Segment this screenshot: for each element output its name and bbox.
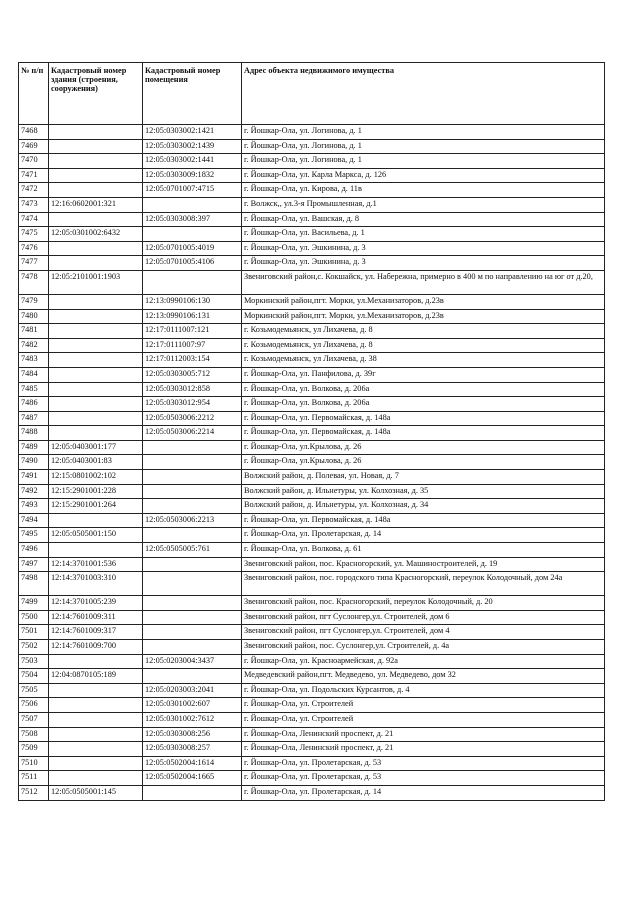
row-number: 7469 (19, 139, 49, 154)
building-cadastral-number (49, 294, 143, 309)
room-cadastral-number: 12:05:0503006:2212 (143, 411, 242, 426)
building-cadastral-number (49, 712, 143, 727)
table-row (19, 698, 605, 713)
row-number: 7511 (19, 771, 49, 786)
room-cadastral-number: 12:05:0503006:2214 (143, 426, 242, 441)
building-cadastral-number: 12:05:0403001:83 (49, 455, 143, 470)
row-number: 7473 (19, 197, 49, 212)
table-row (19, 154, 605, 169)
address: г. Йошкар-Ола, ул. Логинова, д. 1 (242, 139, 605, 154)
building-cadastral-number: 12:05:0505001:150 (49, 528, 143, 543)
address: г. Йошкар-Ола, ул. Эшкинина, д. 3 (242, 256, 605, 271)
row-number: 7506 (19, 698, 49, 713)
building-cadastral-number (49, 125, 143, 140)
building-cadastral-number: 12:04:0870105:189 (49, 669, 143, 684)
table-row (19, 543, 605, 558)
room-cadastral-number (143, 455, 242, 470)
table-row (19, 669, 605, 684)
room-cadastral-number (143, 270, 242, 294)
building-cadastral-number (49, 543, 143, 558)
address: г. Йошкар-Ола, ул. Панфилова, д. 39г (242, 367, 605, 382)
address: г. Йошкар-Ола, ул. Пролетарская, д. 14 (242, 785, 605, 800)
address: Звениговский район, пгт Суслонгер,ул. Строителей, дом 4 (242, 625, 605, 640)
address: Звениговский район, пгт Суслонгер,ул. Строителей, дом 6 (242, 610, 605, 625)
row-number: 7482 (19, 338, 49, 353)
building-cadastral-number: 12:14:3701005:239 (49, 596, 143, 611)
table-row (19, 727, 605, 742)
building-cadastral-number: 12:14:7601009:317 (49, 625, 143, 640)
address: г. Йошкар-Ола, ул.Крылова, д. 26 (242, 455, 605, 470)
building-cadastral-number (49, 397, 143, 412)
building-cadastral-number (49, 426, 143, 441)
address: г. Йошкар-Ола, ул. Пролетарская, д. 14 (242, 528, 605, 543)
room-cadastral-number: 12:17:0112003:154 (143, 353, 242, 368)
table-row (19, 771, 605, 786)
room-cadastral-number: 12:05:0303002:1421 (143, 125, 242, 140)
room-cadastral-number (143, 227, 242, 242)
building-cadastral-number (49, 411, 143, 426)
row-number: 7500 (19, 610, 49, 625)
table-row (19, 309, 605, 324)
building-cadastral-number (49, 212, 143, 227)
table-row (19, 324, 605, 339)
address: г. Йошкар-Ола, ул. Пролетарская, д. 53 (242, 756, 605, 771)
row-number: 7470 (19, 154, 49, 169)
row-number: 7475 (19, 227, 49, 242)
room-cadastral-number: 12:05:0303002:1441 (143, 154, 242, 169)
header-address: Адрес объекта недвижимого имущества (242, 63, 605, 125)
room-cadastral-number: 12:05:0203003:2041 (143, 683, 242, 698)
room-cadastral-number: 12:13:0990106:131 (143, 309, 242, 324)
document-sheet (18, 62, 604, 801)
building-cadastral-number (49, 309, 143, 324)
row-number: 7504 (19, 669, 49, 684)
row-number: 7494 (19, 513, 49, 528)
row-number: 7485 (19, 382, 49, 397)
table-row (19, 241, 605, 256)
table-row (19, 572, 605, 596)
table-row (19, 397, 605, 412)
building-cadastral-number (49, 756, 143, 771)
room-cadastral-number: 12:05:0303008:397 (143, 212, 242, 227)
building-cadastral-number (49, 367, 143, 382)
row-number: 7479 (19, 294, 49, 309)
table-row (19, 256, 605, 271)
room-cadastral-number (143, 557, 242, 572)
row-number: 7481 (19, 324, 49, 339)
table-row (19, 183, 605, 198)
building-cadastral-number: 12:05:0301002:6432 (49, 227, 143, 242)
building-cadastral-number (49, 771, 143, 786)
row-number: 7512 (19, 785, 49, 800)
table-row (19, 610, 605, 625)
building-cadastral-number: 12:14:7601009:700 (49, 640, 143, 655)
table-row (19, 625, 605, 640)
room-cadastral-number (143, 785, 242, 800)
row-number: 7499 (19, 596, 49, 611)
room-cadastral-number (143, 470, 242, 485)
building-cadastral-number: 12:15:2901001:264 (49, 499, 143, 514)
table-row (19, 557, 605, 572)
room-cadastral-number: 12:13:0990106:130 (143, 294, 242, 309)
row-number: 7488 (19, 426, 49, 441)
table-row (19, 197, 605, 212)
room-cadastral-number: 12:05:0301002:607 (143, 698, 242, 713)
building-cadastral-number (49, 382, 143, 397)
building-cadastral-number (49, 324, 143, 339)
row-number: 7489 (19, 440, 49, 455)
address: Волжский район, д. Ильнетуры, ул. Колхозная, д. 34 (242, 499, 605, 514)
address: Медведевский район,пгт. Медведево, ул. Медведево, дом 32 (242, 669, 605, 684)
building-cadastral-number: 12:14:3701003:310 (49, 572, 143, 596)
building-cadastral-number (49, 683, 143, 698)
address: г. Йошкар-Ола, ул. Подольских Курсантов, д. 4 (242, 683, 605, 698)
address: Звениговский район, пос. Красногорский, ул. Машиностроителей, д. 19 (242, 557, 605, 572)
room-cadastral-number: 12:05:0303012:858 (143, 382, 242, 397)
row-number: 7480 (19, 309, 49, 324)
table-row (19, 367, 605, 382)
row-number: 7509 (19, 742, 49, 757)
row-number: 7491 (19, 470, 49, 485)
building-cadastral-number (49, 742, 143, 757)
room-cadastral-number: 12:05:0503006:2213 (143, 513, 242, 528)
room-cadastral-number: 12:17:0111007:121 (143, 324, 242, 339)
room-cadastral-number (143, 499, 242, 514)
room-cadastral-number: 12:05:0303009:1832 (143, 168, 242, 183)
header-building-cadastral: Кадастровый номер здания (строения, сооружения) (49, 63, 143, 125)
address: г. Волжск,, ул.3-я Промышленная, д.1 (242, 197, 605, 212)
table-row (19, 654, 605, 669)
row-number: 7508 (19, 727, 49, 742)
room-cadastral-number (143, 572, 242, 596)
room-cadastral-number: 12:05:0701005:4106 (143, 256, 242, 271)
address: Звениговский район,с. Кокшайск, ул. Набережна, примерно в 400 м по направлению на юг от д.20, (242, 270, 605, 294)
building-cadastral-number: 12:05:0505001:145 (49, 785, 143, 800)
address: г. Йошкар-Ола, ул. Кирова, д. 11в (242, 183, 605, 198)
table-row (19, 470, 605, 485)
address: г. Йошкар-Ола, ул. Васильева, д. 1 (242, 227, 605, 242)
table-row (19, 411, 605, 426)
table-row (19, 426, 605, 441)
room-cadastral-number (143, 197, 242, 212)
building-cadastral-number: 12:05:2101001:1903 (49, 270, 143, 294)
address: Волжский район, д. Ильнетуры, ул. Колхозная, д. 35 (242, 484, 605, 499)
row-number: 7496 (19, 543, 49, 558)
row-number: 7484 (19, 367, 49, 382)
table-row (19, 756, 605, 771)
address: Звениговский район, пос. городского типа Красногорский, переулок Колодочный, дом 24а (242, 572, 605, 596)
room-cadastral-number: 12:05:0701007:4715 (143, 183, 242, 198)
address: г. Йошкар-Ола, ул. Логинова, д. 1 (242, 125, 605, 140)
row-number: 7492 (19, 484, 49, 499)
address: Моркинский район,пгт. Морки, ул.Механизаторов, д.23в (242, 309, 605, 324)
row-number: 7474 (19, 212, 49, 227)
row-number: 7487 (19, 411, 49, 426)
address: г. Йошкар-Ола, ул. Красноармейская, д. 92а (242, 654, 605, 669)
building-cadastral-number: 12:16:0602001:321 (49, 197, 143, 212)
building-cadastral-number (49, 256, 143, 271)
header-number: № п/п (19, 63, 49, 125)
table-row (19, 139, 605, 154)
table-row (19, 353, 605, 368)
room-cadastral-number (143, 640, 242, 655)
address: г. Йошкар-Ола, ул. Строителей (242, 698, 605, 713)
row-number: 7495 (19, 528, 49, 543)
building-cadastral-number: 12:14:7601009:311 (49, 610, 143, 625)
table-row (19, 683, 605, 698)
table-header-row (19, 63, 605, 125)
address: Звениговский район, пос. Суслонгер,ул. Строителей, д. 4а (242, 640, 605, 655)
row-number: 7476 (19, 241, 49, 256)
room-cadastral-number (143, 669, 242, 684)
table-row (19, 212, 605, 227)
row-number: 7468 (19, 125, 49, 140)
room-cadastral-number: 12:05:0505005:761 (143, 543, 242, 558)
building-cadastral-number: 12:05:0403001:177 (49, 440, 143, 455)
address: Волжский район, д. Полевая, ул. Новая, д. 7 (242, 470, 605, 485)
address: г. Йошкар-Ола, Ленинский проспект, д. 21 (242, 727, 605, 742)
table-row (19, 513, 605, 528)
room-cadastral-number: 12:05:0301002:7612 (143, 712, 242, 727)
address: г. Йошкар-Ола, ул.Крылова, д. 26 (242, 440, 605, 455)
room-cadastral-number: 12:05:0203004:3437 (143, 654, 242, 669)
room-cadastral-number: 12:05:0701005:4019 (143, 241, 242, 256)
room-cadastral-number (143, 610, 242, 625)
room-cadastral-number (143, 625, 242, 640)
building-cadastral-number (49, 654, 143, 669)
building-cadastral-number (49, 513, 143, 528)
building-cadastral-number (49, 154, 143, 169)
room-cadastral-number: 12:05:0303012:954 (143, 397, 242, 412)
building-cadastral-number: 12:15:0801002:102 (49, 470, 143, 485)
address: г. Йошкар-Ола, ул. Волкова, д. 61 (242, 543, 605, 558)
building-cadastral-number: 12:14:3701001:536 (49, 557, 143, 572)
room-cadastral-number: 12:05:0502004:1665 (143, 771, 242, 786)
table-row (19, 227, 605, 242)
row-number: 7501 (19, 625, 49, 640)
row-number: 7497 (19, 557, 49, 572)
row-number: 7472 (19, 183, 49, 198)
table-row (19, 742, 605, 757)
room-cadastral-number (143, 484, 242, 499)
address: г. Йошкар-Ола, ул. Эшкинина, д. 3 (242, 241, 605, 256)
row-number: 7507 (19, 712, 49, 727)
table-row (19, 785, 605, 800)
row-number: 7505 (19, 683, 49, 698)
row-number: 7493 (19, 499, 49, 514)
address: г. Йошкар-Ола, ул. Первомайская, д. 148а (242, 513, 605, 528)
table-row (19, 640, 605, 655)
row-number: 7477 (19, 256, 49, 271)
building-cadastral-number (49, 353, 143, 368)
address: г. Козьмодемьянск, ул Лихачева, д. 8 (242, 324, 605, 339)
room-cadastral-number: 12:05:0303005:712 (143, 367, 242, 382)
row-number: 7471 (19, 168, 49, 183)
address: г. Йошкар-Ола, ул. Первомайская, д. 148а (242, 426, 605, 441)
address: г. Йошкар-Ола, ул. Вашская, д. 8 (242, 212, 605, 227)
room-cadastral-number: 12:05:0303008:256 (143, 727, 242, 742)
table-body (19, 125, 605, 801)
property-table (18, 62, 605, 801)
row-number: 7502 (19, 640, 49, 655)
room-cadastral-number: 12:05:0303008:257 (143, 742, 242, 757)
table-row (19, 125, 605, 140)
address: г. Йошкар-Ола, ул. Пролетарская, д. 53 (242, 771, 605, 786)
row-number: 7498 (19, 572, 49, 596)
room-cadastral-number: 12:05:0303002:1439 (143, 139, 242, 154)
room-cadastral-number: 12:05:0502004:1614 (143, 756, 242, 771)
room-cadastral-number (143, 596, 242, 611)
table-row (19, 528, 605, 543)
building-cadastral-number (49, 139, 143, 154)
table-row (19, 382, 605, 397)
table-row (19, 270, 605, 294)
address: г. Козьмодемьянск, ул Лихачева, д. 8 (242, 338, 605, 353)
row-number: 7478 (19, 270, 49, 294)
row-number: 7503 (19, 654, 49, 669)
table-row (19, 455, 605, 470)
building-cadastral-number: 12:15:2901001:228 (49, 484, 143, 499)
row-number: 7490 (19, 455, 49, 470)
table-row (19, 440, 605, 455)
building-cadastral-number (49, 183, 143, 198)
building-cadastral-number (49, 338, 143, 353)
header-room-cadastral: Кадастровый номер помещения (143, 63, 242, 125)
table-row (19, 168, 605, 183)
table-row (19, 294, 605, 309)
building-cadastral-number (49, 727, 143, 742)
building-cadastral-number (49, 698, 143, 713)
address: г. Йошкар-Ола, ул. Волкова, д. 206а (242, 382, 605, 397)
row-number: 7486 (19, 397, 49, 412)
address: г. Йошкар-Ола, ул. Карла Маркса, д. 126 (242, 168, 605, 183)
row-number: 7510 (19, 756, 49, 771)
building-cadastral-number (49, 241, 143, 256)
address: г. Козьмодемьянск, ул Лихачева, д. 38 (242, 353, 605, 368)
table-row (19, 484, 605, 499)
table-row (19, 712, 605, 727)
address: г. Йошкар-Ола, ул. Первомайская, д. 148а (242, 411, 605, 426)
room-cadastral-number (143, 528, 242, 543)
address: г. Йошкар-Ола, Ленинский проспект, д. 21 (242, 742, 605, 757)
row-number: 7483 (19, 353, 49, 368)
room-cadastral-number: 12:17:0111007:97 (143, 338, 242, 353)
address: Моркинский район,пгт. Морки, ул.Механизаторов, д.23в (242, 294, 605, 309)
room-cadastral-number (143, 440, 242, 455)
address: г. Йошкар-Ола, ул. Строителей (242, 712, 605, 727)
table-row (19, 338, 605, 353)
table-row (19, 499, 605, 514)
table-row (19, 596, 605, 611)
building-cadastral-number (49, 168, 143, 183)
address: г. Йошкар-Ола, ул. Логинова, д. 1 (242, 154, 605, 169)
address: Звениговский район, пос. Красногорский, переулок Колодочный, д. 20 (242, 596, 605, 611)
address: г. Йошкар-Ола, ул. Волкова, д. 206а (242, 397, 605, 412)
